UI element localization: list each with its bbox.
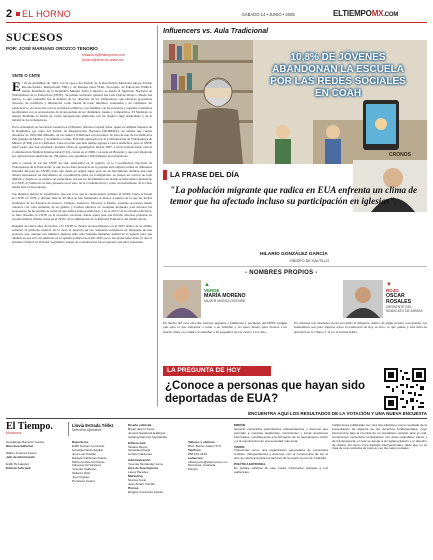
staff-country: México (188, 467, 198, 472)
article-body (12, 81, 152, 244)
author-email-1: redaccion@eltiempomx.com (82, 53, 125, 57)
paragraph-2: En la actualidad, su Secretario General es el Maestro Alfonso Cepeda Salas, quien es también Senador de la República, por parte del Partido de Regeneración Nacional (MORENA). Se estima que cuenta alrededor de 1'691,994 afiliados, de los cuales 1.8 millones son docentes. Se trata de uno de los sindicatos más grandes de México y de América Latina. Está más agrupado por la Confederación de Trabajadores de México (CTM) con 4.5 millones. Cabe recordar que más tiempo agrupa a varios sindicatos, pero al SNTE tiene varios que han alcanzado grandes cifras de agremiados. Desde 2007, a nivel internacional, está la Confederación Sindical Internacional (CSI), creada en el 2006, con sede en Bruselas y que está integrada por agrupaciones sindicales de 156 países, que agremian a 166 millones de trabajadores. (12, 124, 152, 158)
frase-bottom-rule (163, 266, 427, 267)
cartoon-headline (263, 52, 413, 100)
red-square-marker (16, 12, 20, 16)
staff-heading: redaccion (188, 455, 203, 460)
staff-heading: Gira de Suscriptores (128, 466, 159, 471)
staff-name: Juan Alvaro Carrillo (128, 481, 155, 486)
staff-role: Directora Editorial (6, 443, 33, 448)
staff-address: Blvd. Benito Juárez 574 (188, 443, 221, 448)
staff-name: Vanessa Gil Vázquez (72, 463, 102, 468)
nombres-right-photo (343, 280, 383, 318)
staff-name: Tatiana Reyes (128, 444, 148, 449)
staff-name: Penélope Castro (72, 479, 96, 484)
staff-logo-text: El Tiempo. (6, 421, 53, 432)
vision-text: Trascender como una organización generadora de contenidos creíbles, independientes y diversos, con el compromiso de ser el sitio de referencia para los lectores de la región centro de Coahuila. (234, 448, 328, 461)
frase-label: LA FRASE DEL DÍA (170, 170, 240, 179)
staff-logo-sub: Monclova (6, 431, 21, 435)
staff-name: Edith Hernández (6, 461, 30, 466)
staff-heading: Prensa (128, 485, 139, 490)
staff-role: Editora Jefa web (6, 465, 31, 470)
cartoon-signature: CRONOS (389, 152, 411, 158)
staff-name: Guadalupe Ramírez García (6, 440, 44, 444)
article-kicker: SNTE O CNTE (12, 73, 41, 78)
pregunta-cta[interactable]: ENCUENTRA AQUÍ LOS RESULTADOS DE LA VOTACIÓN Y UNA NUEVA ENCUESTA (248, 411, 427, 416)
staff-name: Jessica Sandoval Gallegos (128, 430, 166, 435)
header-rule (6, 22, 427, 23)
director-name: Lluvia Estrada Téllez (72, 423, 114, 428)
nombres-label: - NOMBRES PROPIOS - (245, 270, 318, 276)
frase-quote: "La población migrante que radica en EUA enfrenta un clima de temor que ha afectado incluso su participación en iglesias". (170, 185, 418, 207)
staff-heading: Diseño editorial (128, 423, 152, 427)
nombres-right-card (386, 282, 428, 313)
staff-name: Monica Tovar (128, 477, 147, 482)
paragraph-1: l 16 de diciembre de 1943, con el apoyo del Partido de la Revolución Mexicana (ahora Partido Revolucionario Institucional, PRI) y de Manuel Gual Vidal, Secretario de Educación Pública, siendo Presidente de la República Manuel Ávila Camacho, se fundó el Sindicato Nacional de Trabajadores de la Educación (SNTE). Su primer secretario general fue Luis Chávez Orozco. Desde sus inicios, lo que pretendió fue la defensa de los derechos de los trabajadores, que elevaran propuestas diversas, de conflictos y diferencias como fueran de base, interinos, eventuales y de confianza. Su existencia se vio marcada con los servidores públicos, con también con las prácticas y aquellas consideras neoliberales con la secuestradas de la autonomía de ser disidentes, tienen y compartidos. El Sindicato se integró mediante la fusión de varias agrupaciones sindicales con un objetivo muy sindicalista y de la unidad de los trabajadores. (12, 81, 152, 122)
staff-col-4 (188, 441, 230, 472)
qr-code[interactable] (384, 368, 426, 410)
staff-phone: 866 631 4444 (188, 451, 207, 456)
brand-com: .COM (383, 12, 399, 18)
staff-col-6: Instituciones publicadas con una cita editorial o como resultado de la presentación de algunos de los derechos fundamentales, cuyo intervención bajo la premisa de un periodismo vertical, ante el cual, construimos contenidos periodísticos con altos estándares éticos y de transparencia, el cual se apega a la reglamentación y el derecho de réplica, así como a los tratados internacionales, dado que no se trata de una conducta de prensa y en las redes sociales. (332, 423, 427, 451)
rojo-arrow-icon: ▼ (386, 282, 392, 288)
staff-heading: Marketing (128, 473, 143, 478)
rojo-tag: ROJO (386, 288, 399, 293)
staff-director (72, 423, 113, 432)
section-name: EL HORNO (22, 9, 72, 19)
staff-name: Griselda Arriaga (128, 448, 151, 453)
staff-name: Adriana Ramírez Quintanilla (128, 434, 167, 439)
issue-date: SÁBADO 14 • JUNIO • 2025 (242, 12, 295, 17)
verde-role: MUJER MONCLOVENSE (204, 299, 246, 303)
cartoon-headline-line-2: ABANDONAN LA ESCUELA (272, 64, 404, 75)
page-header (6, 8, 427, 22)
staff-heading: Administración (128, 458, 151, 463)
mision-text: Generar contenidos periodísticos independientes y diversos que permitan a nuestras audiencias, comprender y tomar decisiones informados, contribuyendo a la formación de su pensamiento crítico y a la construcción de una sociedad más justa. (234, 426, 328, 443)
rojo-role: DIRIGENTE DEL SINDICATO DE AHMSA (386, 305, 423, 314)
staff-logo (6, 421, 66, 435)
vision-title: VISIÓN (234, 444, 245, 449)
sucesos-title: SUCESOS (6, 30, 63, 44)
staff-name: Walter Jiménez Flores (6, 450, 37, 455)
politica-title: POLÍTICA EDITORIAL (234, 462, 266, 467)
qr-code-icon (384, 368, 426, 410)
staff-name: Gilberto Ortiz (72, 471, 91, 476)
frase-author: HILARIO GONZÁLEZ GARCÍA (260, 252, 328, 257)
author-email-2: jorozco@derecho.unam.mx (82, 58, 124, 62)
nombres-right-text: Ex-oficinas con alrededor de un recorrido al diligente, dentro de algún terreno a propuesta, los intendentes son para algunos sobre la existencia de hoy se tuvo, lo que quiere y esta falta de atención en la clínica 7, si no le tuviste habla. (294, 321, 427, 334)
maria-moreno-photo (163, 280, 201, 318)
staff-col-3 (128, 424, 184, 494)
editorial-cartoon (163, 40, 427, 164)
brand-eltiempo: ELTIEMPO (333, 9, 372, 18)
cartoon-headline-line-1: 10,8% DE JÓVENES (290, 52, 386, 63)
politica-text: Es política editorial de este medio informativo respetar a sus audiencias. (234, 466, 328, 474)
pregunta-question: ¿Conoce a personas que hayan sido deportadas de EUA? (165, 380, 366, 405)
sucesos-column (6, 26, 154, 416)
brand-logo (333, 9, 398, 18)
staff-name: Rogelio Contreras Infante (128, 489, 164, 494)
column-divider (157, 26, 158, 406)
staff-col-2 (72, 441, 124, 484)
byline: POR: JOSÉ MARIANO OROZCO TENORIO (6, 46, 98, 51)
staff-heading: Teléfono (188, 447, 201, 452)
staff-heading: Editora web (128, 440, 146, 445)
staff-name: Edith Gómez Coronado (72, 443, 105, 448)
staff-name: Griselda Pardo Aguilar (72, 447, 103, 452)
frase-accent-bar (163, 170, 167, 180)
staff-name: Yesenia Calderón (72, 467, 97, 472)
verde-name: MARÍA MORENO (204, 293, 246, 299)
cartoon-headline-line-3: POR LAS REDES SOCIALES (270, 76, 406, 87)
verde-arrow-icon: ▲ (204, 282, 210, 288)
cartoon-kicker: Influencers vs. Aula Tradicional (163, 28, 269, 35)
pregunta-bottom-rule (6, 418, 427, 419)
staff-name: Yesenia Hernández Luna (128, 462, 163, 467)
staff-role: Jefe de información (6, 454, 36, 459)
staff-logo-divider (68, 422, 69, 436)
staff-name: José Luis Castillo (72, 451, 97, 456)
verde-tag: VERDE (204, 288, 220, 293)
brand-mx: MX (371, 9, 384, 18)
paragraph-5: Después de tantos años de luchas, a la CNTE le vienen reconocimientos en el 2025 dentro de su último esfuerzo al gobierno federal, en la cual, la mayoría de sus asistentes estuvieron en búsqueda de una protesta, que, aunque con números algunos más, sólo intentan mantener unidad en la agenda para que además no sea sólo un sindicato en la agenda política en el año 2025, pero, sin poder tener éxito ya que el gobierno federal, ni el Poder Legislativo tienen en consideración las propuestas que ellos presentan. (12, 224, 152, 245)
mision-title: MISIÓN (234, 423, 246, 427)
rojo-name: OSCAR ROSALES (386, 293, 412, 305)
frase-author-role: OBISPO DE SALTILLO (290, 259, 330, 263)
staff-name: Aurelio Cárdenas (128, 452, 152, 457)
director-role: Directora Operativa (72, 428, 102, 432)
staff-col-1 (6, 441, 56, 470)
staff-name: Bryan Jarón Hoyos (128, 426, 155, 431)
nombres-left-text: En medio del caos esta día, entregó juguetes a familiares y pacientes del IMSS, ningún que sabe lo que enfrentar o tener a su enfermo y no tener dinero para abonar. Con mucho amor en compra acompañar a 40 pequeños de las cuatro a los días. (163, 321, 287, 334)
staff-name: Daniela Cárdenas Toledo (72, 455, 107, 460)
paragraph-3: Aún a cuando el rol del SNTE ha sido primordial en el gremio, es la Coordinadora Nacional de Trabajadores de la Educación, la que los ha dado presencia en la presión ante algunos temas en diferentes latitudes del país (la CNTE) dado que desde su origen surge para ser un movimiento sindical que cual deberá representar un mecanismo de coordinación entre los trabajadores, no tienen un control de todo afiliado y donde no se cuenta con estructuras, así que los movimientos en donde se tiene menor presencia, la CNTE, el Sindicato se hizo presente en el seno de la Confederación y como un instrumento de la clase media ante el descontento. (12, 160, 152, 190)
pregunta-label: LA PREGUNTA DE HOY (163, 366, 271, 376)
drop-cap: E (12, 79, 21, 94)
staff-name: Joel Orgesa (72, 475, 89, 480)
cartoon-headline-line-4: EN COAH (314, 88, 362, 99)
staff-name: Mario Andrés Contreras (72, 459, 105, 464)
staff-city: Monclova, Coahuila, (188, 463, 217, 468)
staff-col-5 (234, 424, 328, 475)
staff-heading: Reporteros (72, 440, 89, 444)
nombres-left-photo (163, 280, 201, 318)
staff-email[interactable]: eltiempomx@eltiempomx.mx (188, 459, 228, 464)
nombres-left-card (204, 282, 252, 303)
page-number: 2 (6, 8, 13, 20)
oscar-rosales-photo (343, 280, 383, 318)
staff-heading: Talleres y oficinas (188, 440, 215, 444)
staff-name: Laura Paredes (128, 469, 149, 474)
paragraph-4: Sus distintos puntos de agremiados, que son a los que le cuestionaban: primero el SNTE, luego se fundó la CNTE en 1979, y durante más de 40 años se han mantenido al menos 4 puntos en el que las luchas sindicales de los Estados de Oaxaca, Chiapas, Guerrero, Veracruz y Puebla, aquellas secciones tienen vínculos con cada elemento de su gremio y forman vínculos en cualquier momento para derrotar las propuestas. Se ha perdido la razón de que ambos grupos sindicales, y en el 2013 con la reforma educativa, se hizo presente la CNTE en el escenario nacional, donde aquel país que llevaba diversas protestas su inconformidad; misma razón en el 2019 con la eliminación de la Reforma Educativa del mismo modo. (12, 192, 152, 221)
